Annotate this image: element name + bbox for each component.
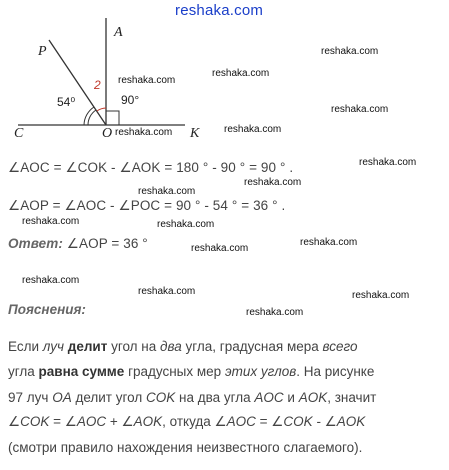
watermark: reshaka.com <box>157 219 215 230</box>
watermark: reshaka.com <box>138 186 196 197</box>
label-o: O <box>102 126 113 141</box>
answer-line <box>8 236 148 252</box>
equation-aop: ∠AOP = ∠AOC - ∠POC = 90 ° - 54 ° = 36 ° . <box>8 198 286 213</box>
arc-54-inner <box>88 110 96 125</box>
watermark: reshaka.com <box>246 307 304 318</box>
explanation-line-4: ∠COK = ∠AOC + ∠AOK, откуда ∠AOC = ∠COK - ∠AOK <box>8 414 366 429</box>
explanation-line-1: Если луч делит угол на два угла, градусная мера всего <box>8 339 358 354</box>
equation-aoc: ∠AOC = ∠COK - ∠AOK = 180 ° - 90 ° = 90 ° . <box>8 160 294 175</box>
answer-value: ∠AOP = 36 ° <box>62 236 148 251</box>
watermark: reshaka.com <box>331 104 389 115</box>
watermark: reshaka.com <box>359 157 417 168</box>
watermark: reshaka.com <box>300 237 358 248</box>
watermark: reshaka.com <box>212 68 270 79</box>
watermark: reshaka.com <box>118 75 176 86</box>
angle-label-54: 54⁰ <box>57 95 76 109</box>
explanation-title: Пояснения: <box>8 302 86 317</box>
label-c: C <box>14 126 24 141</box>
answer-label: Ответ: <box>8 236 63 251</box>
label-k: K <box>190 126 200 141</box>
watermark: reshaka.com <box>224 124 282 135</box>
explanation-line-2: угла равна сумме градусных мер этих углов. На рисунке <box>8 364 375 379</box>
arc-54-outer <box>84 107 94 125</box>
watermark: reshaka.com <box>138 286 196 297</box>
arc-pao <box>97 108 106 111</box>
watermark: reshaka.com <box>115 127 173 138</box>
watermark: reshaka.com <box>22 216 80 227</box>
label-p: P <box>38 44 47 59</box>
label-a: A <box>114 25 123 40</box>
watermark: reshaka.com <box>321 46 379 57</box>
angle-label-pao: 2 <box>94 78 101 92</box>
watermark: reshaka.com <box>22 275 80 286</box>
explanation-line-5: (смотри правило нахождения неизвестного слагаемого). <box>8 440 363 455</box>
explanation-line-3: 97 луч OA делит угол COK на два угла AOC и AOK, значит <box>8 390 377 405</box>
angle-label-90: 90° <box>121 93 140 107</box>
watermark: reshaka.com <box>352 290 410 301</box>
watermark: reshaka.com <box>191 243 249 254</box>
site-title[interactable]: reshaka.com <box>175 2 264 19</box>
watermark: reshaka.com <box>244 177 302 188</box>
right-angle-mark <box>106 111 119 125</box>
